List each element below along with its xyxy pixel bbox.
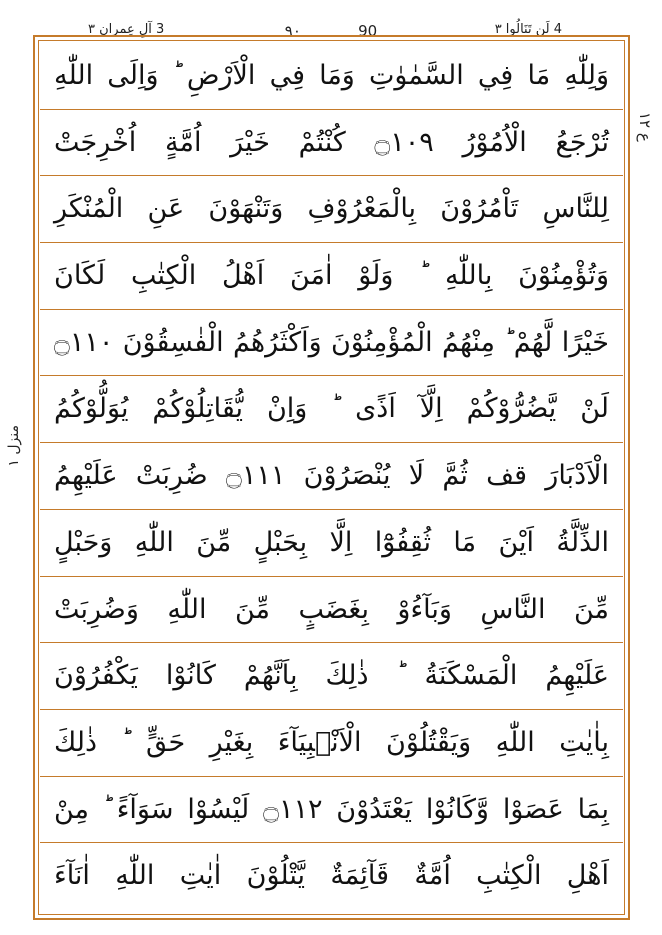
text-line: خَيْرًا لَّهُمْ ؕ مِنْهُمُ الْمُؤْمِنُوْنَ وَاَكْثَرُهُمُ الْفٰسِقُوْنَ ۝١١٠ [40, 310, 623, 377]
surah-name: 3 آلِ عِمران ٣ [88, 22, 165, 37]
page-number-arabic: ٩٠ [284, 22, 301, 40]
text-line: لَنْ يَّضُرُّوْكُمْ اِلَّآ اَذًى ؕ وَاِنْ يُّقَاتِلُوْكُمْ يُوَلُّوْكُمُ [40, 376, 623, 443]
ruku-marker: ع ١٢ [636, 112, 654, 142]
text-line: مِّنَ النَّاسِ وَبَآءُوْ بِغَضَبٍ مِّنَ اللّٰهِ وَضُرِبَتْ [40, 577, 623, 644]
text-line: لِلنَّاسِ تَاْمُرُوْنَ بِالْمَعْرُوْفِ وَتَنْهَوْنَ عَنِ الْمُنْكَرِ [40, 176, 623, 243]
para-name: 4 لَن تَنَالُوا ٣ [494, 22, 562, 37]
text-line: بِاٰيٰتِ اللّٰهِ وَيَقْتُلُوْنَ الْاَنْۢبِيَآءَ بِغَيْرِ حَقٍّ ؕ ذٰلِكَ [40, 710, 623, 777]
text-line: وَتُؤْمِنُوْنَ بِاللّٰهِ ؕ وَلَوْ اٰمَنَ اَهْلُ الْكِتٰبِ لَكَانَ [40, 243, 623, 310]
quran-text-body [40, 43, 623, 911]
text-line: عَلَيْهِمُ الْمَسْكَنَةُ ؕ ذٰلِكَ بِاَنَّهُمْ كَانُوْا يَكْفُرُوْنَ [40, 643, 623, 710]
text-line: اَهْلِ الْكِتٰبِ اُمَّةٌ قَآئِمَةٌ يَّتْلُوْنَ اٰيٰتِ اللّٰهِ اٰنَآءَ [54, 860, 609, 892]
text-line: الذِّلَّةُ اَيْنَ مَا ثُقِفُوْٓا اِلَّا بِحَبْلٍ مِّنَ اللّٰهِ وَحَبْلٍ [40, 510, 623, 577]
manzil-marker: منزل ١ [6, 425, 22, 467]
text-line: تُرْجَعُ الْاُمُوْرُ ۝١٠٩ كُنْتُمْ خَيْرَ اُمَّةٍ اُخْرِجَتْ [40, 110, 623, 177]
text-line: بِمَا عَصَوْا وَّكَانُوْا يَعْتَدُوْنَ ۝١١٢ لَيْسُوْا سَوَآءً ؕ مِنْ [40, 777, 623, 844]
text-line: وَلِلّٰهِ مَا فِي السَّمٰوٰتِ وَمَا فِي الْاَرْضِ ؕ وَاِلَى اللّٰهِ [40, 43, 623, 110]
text-line: الْاَدْبَارَ قف ثُمَّ لَا يُنْصَرُوْنَ ۝١١١ ضُرِبَتْ عَلَيْهِمُ [40, 443, 623, 510]
page-number: 90 [358, 22, 378, 40]
